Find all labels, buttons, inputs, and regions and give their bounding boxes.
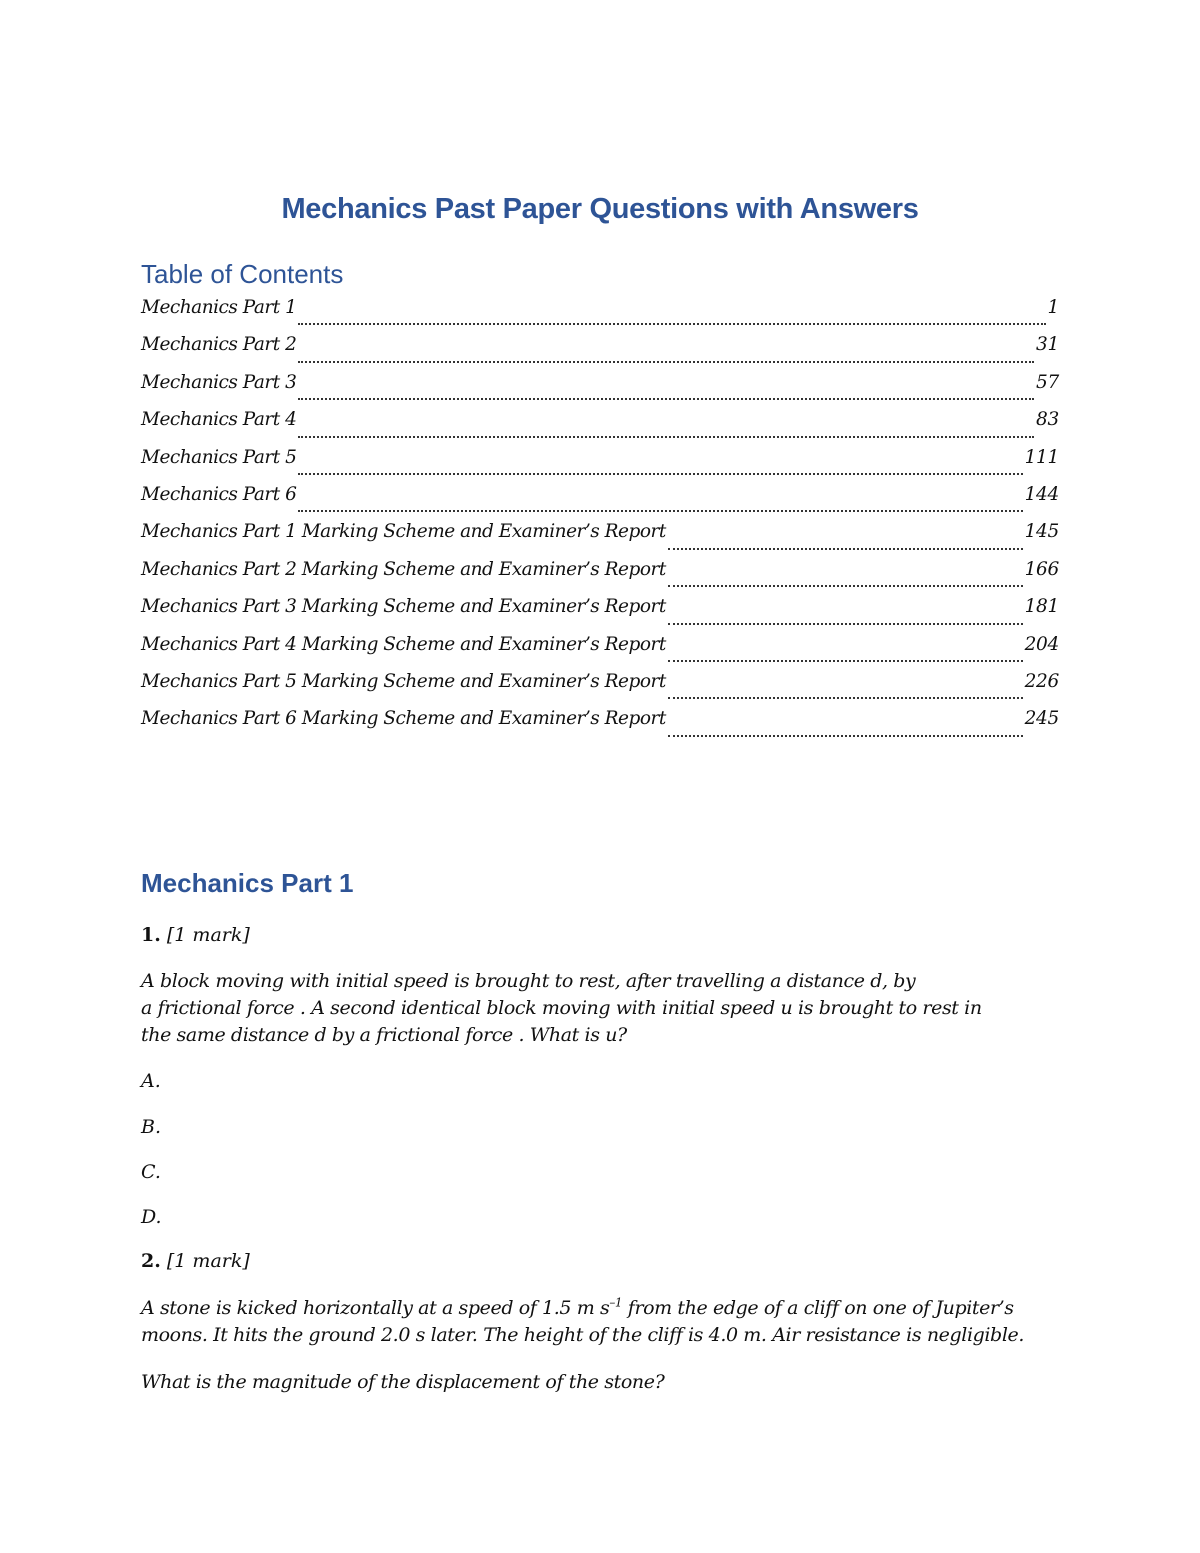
toc-entry-page: 111 xyxy=(1024,446,1059,468)
question-2-text xyxy=(141,1295,1071,1349)
toc-entry-label: Mechanics Part 2 xyxy=(141,334,297,356)
question-text-line: A block moving with initial speed is brought to rest, after travelling a distance d, by xyxy=(141,970,916,992)
toc-entry[interactable] xyxy=(141,484,1059,521)
question-marks: [1 mark] xyxy=(166,1250,250,1272)
toc-entry[interactable] xyxy=(141,708,1059,745)
toc-entry[interactable] xyxy=(141,559,1059,596)
toc-entry-label: Mechanics Part 5 xyxy=(141,446,297,468)
toc-entry[interactable] xyxy=(141,447,1059,484)
toc-leader-dots xyxy=(298,322,1045,325)
toc-entry-label: Mechanics Part 2 Marking Scheme and Examiner’s Report xyxy=(141,558,666,580)
question-1-header xyxy=(141,924,1071,946)
toc-entry[interactable] xyxy=(141,334,1059,371)
toc-entry-page: 144 xyxy=(1024,483,1059,505)
toc-heading: Table of Contents xyxy=(141,259,344,289)
toc-entry-label: Mechanics Part 4 Marking Scheme and Examiner’s Report xyxy=(141,633,666,655)
toc-leader-dots xyxy=(668,584,1023,587)
section-heading: Mechanics Part 1 xyxy=(141,868,354,898)
toc-leader-dots xyxy=(298,509,1022,512)
toc-leader-dots xyxy=(668,622,1023,625)
toc-entry[interactable] xyxy=(141,521,1059,558)
toc-leader-dots xyxy=(298,360,1034,363)
toc-leader-dots xyxy=(298,472,1022,475)
toc-entry[interactable] xyxy=(141,671,1059,708)
answer-option-a[interactable]: A. xyxy=(141,1070,161,1092)
toc-entry-label: Mechanics Part 3 xyxy=(141,371,297,393)
toc-entry-label: Mechanics Part 3 Marking Scheme and Examiner’s Report xyxy=(141,596,666,618)
toc-entry-page: 31 xyxy=(1036,334,1059,356)
answer-option-d[interactable]: D. xyxy=(141,1206,162,1228)
table-of-contents xyxy=(141,297,1059,746)
question-text-line: a frictional force . A second identical block moving with initial speed u is brought to rest in xyxy=(141,997,982,1019)
question-text-line: What is the magnitude of the displacement of the stone? xyxy=(141,1371,665,1393)
toc-entry-label: Mechanics Part 6 Marking Scheme and Examiner’s Report xyxy=(141,708,666,730)
toc-entry-label: Mechanics Part 6 xyxy=(141,483,297,505)
toc-entry-label: Mechanics Part 4 xyxy=(141,409,297,431)
toc-entry-page: 181 xyxy=(1024,596,1059,618)
toc-entry-page: 57 xyxy=(1036,371,1059,393)
toc-entry-label: Mechanics Part 5 Marking Scheme and Examiner’s Report xyxy=(141,670,666,692)
toc-entry-page: 145 xyxy=(1024,521,1059,543)
toc-entry[interactable] xyxy=(141,634,1059,671)
toc-entry-page: 1 xyxy=(1047,297,1059,318)
question-2-prompt xyxy=(141,1369,1071,1396)
toc-entry-page: 226 xyxy=(1024,670,1059,692)
toc-leader-dots xyxy=(668,547,1023,550)
question-marks: [1 mark] xyxy=(166,924,250,946)
toc-leader-dots xyxy=(668,659,1023,662)
question-text-line: moons. It hits the ground 2.0 s later. The height of the cliff is 4.0 m. Air resistance is negligible. xyxy=(141,1324,1024,1346)
toc-entry-page: 204 xyxy=(1024,633,1059,655)
toc-entry[interactable] xyxy=(141,596,1059,633)
question-1-text xyxy=(141,968,1071,1049)
question-number: 1. [1 mark] xyxy=(141,924,250,946)
toc-entry-page: 166 xyxy=(1024,558,1059,580)
document-title: Mechanics Past Paper Questions with Answers xyxy=(281,193,919,225)
answer-option-b[interactable]: B. xyxy=(141,1116,162,1138)
toc-leader-dots xyxy=(668,734,1023,737)
question-text-line: A stone is kicked horizontally at a speed of 1.5 m $s^{-1}$ from the edge of a cliff on one of Jupiter’s xyxy=(141,1295,1014,1319)
toc-entry[interactable] xyxy=(141,297,1059,334)
toc-leader-dots xyxy=(298,397,1034,400)
question-text-line: the same distance d by a frictional force . What is u? xyxy=(141,1024,627,1046)
toc-entry-label: Mechanics Part 1 Marking Scheme and Examiner’s Report xyxy=(141,521,666,543)
toc-entry[interactable] xyxy=(141,372,1059,409)
answer-option-c[interactable]: C. xyxy=(141,1161,161,1183)
toc-entry-page: 83 xyxy=(1036,409,1059,431)
toc-leader-dots xyxy=(298,435,1034,438)
toc-entry-label: Mechanics Part 1 xyxy=(141,297,297,318)
toc-entry[interactable] xyxy=(141,409,1059,446)
question-number: 2. [1 mark] xyxy=(141,1250,250,1272)
question-2-header xyxy=(141,1250,1071,1272)
toc-leader-dots xyxy=(668,696,1023,699)
toc-entry-page: 245 xyxy=(1024,708,1059,730)
